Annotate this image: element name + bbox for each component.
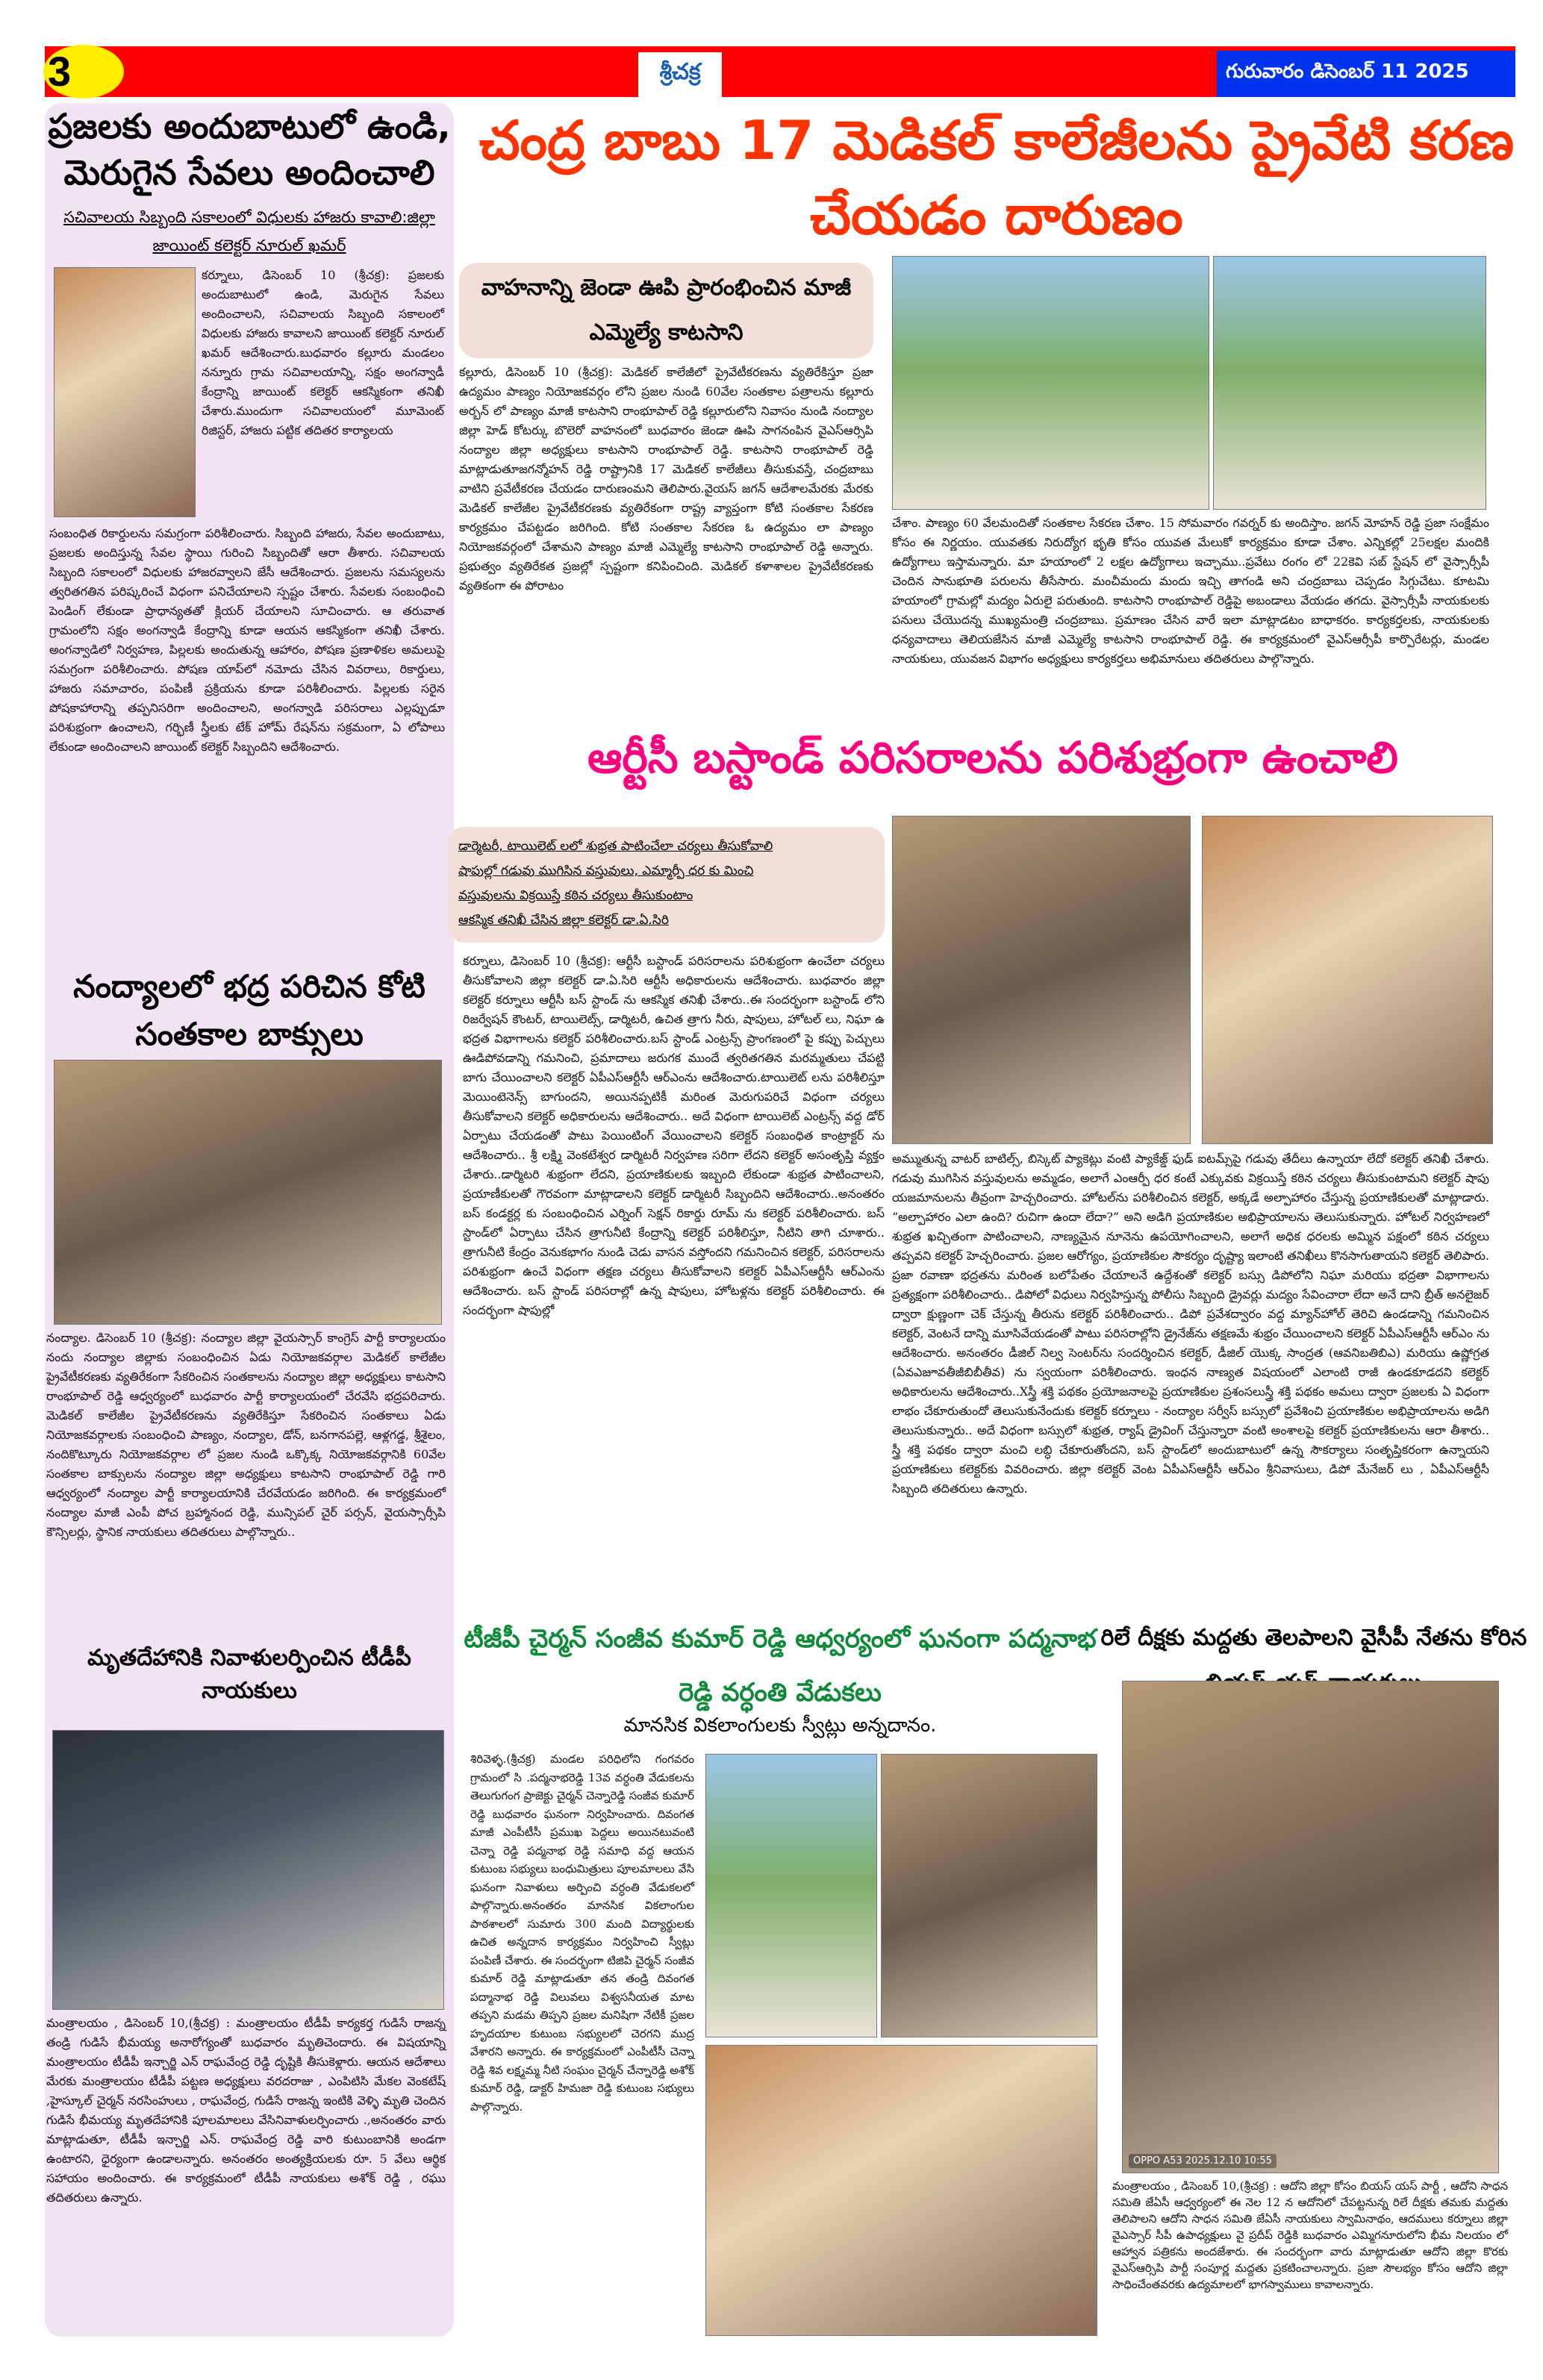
left-story1-headline: ప్రజలకు అందుబాటులో ఉండి, మెరుగైన సేవలు అందించాలి	[48, 106, 451, 193]
bsp-leaders-meeting-photo	[1122, 1681, 1499, 2173]
tgp-story-headline: టీజీపీ చైర్మన్ సంజీవ కుమార్ రెడ్డి ఆధ్వర్యంలో ఘనంగా పద్మనాభ రెడ్డి వర్ధంతి వేడుకలు	[464, 1624, 1097, 1708]
collector-inside-bus-photo	[1202, 816, 1493, 1144]
signature-boxes-office-photo	[54, 1060, 442, 1325]
collector-with-passengers-photo	[892, 816, 1191, 1144]
page-number-badge: 3	[43, 45, 124, 99]
bus-stand-headline: ఆర్టీసీ బస్టాండ్ పరిసరాలను పరిశుభ్రంగా ఉంచాలి	[587, 732, 1398, 783]
photo-timestamp: OPPO A53 2025.12.10 10:55	[1129, 2154, 1277, 2168]
main-story-body-col1: కల్లూరు, డిసెంబర్ 10 (శ్రీచక్ర): మెడికల్ కాలేజీలో ప్రైవేటీకరణను వ్యతిరేకిస్తూ ప్రజా ఉద్యమం పాణ్యం నియోజకవర్గం లోని ప్రజల నుండి 60వేల సంతకాల పత్రాలను కల్లూరు అర్బన్ లో పాణ్యం మాజీ కాటసాని రాంభూపాల్ రెడ్డి కల్లూరులోని నివాసం నుండి నంద్యాల జిల్లా హెడ్ కోటర్కు బొలెరో వాహనంలో బుధవారం జెండా ఊపి సాగనంపిన వైఎస్ఆర్సిపి నంద్యాల జిల్లా అధ్యక్షులు కాటసాని రాంభూపాల్ రెడ్డి. కాటసాని రాంభూపాల్ రెడ్డి మాట్లాడుతూజగన్మోహన్ రెడ్డి రాష్ట్రానికి 17 మెడికల్ కాలేజీలు తీసుకువస్తే, చంద్రబాబు వాటిని ప్రవేటీకరణ చేయడం దారుణంమని తెలిపారు.వైయస్ జగన్ ఆదేశాలమేరకు మేరకు మెడికల్ కాలేజీల ప్రైవేటీకరణకు వ్యతిరేకంగా రాష్ట్ర వ్యాప్తంగా కోటి సంతకాల సేకరణ కార్యక్రమం చేపట్టడం జరిగింది. కోటి సంతకాల సేకరణ ఓ ఉద్యమం లా పాణ్యం నియోజకవర్గంలో చేశామని పాణ్యం మాజీ ఎమ్మెల్యే కాటసాని రాంభూపాల్ రెడ్డి అన్నారు. ప్రభుత్వం వ్యతిరేకత ప్రజల్లో స్పష్టంగా కనిపించింది. మెడికల్ కళాశాలల ప్రైవేటీకరణకు వ్యతికంగా ఈ పోరాటం	[459, 365, 873, 593]
highlight-line: డార్మెటరీ, టాయిలెట్ లలో శుభ్రత పాటించేలా చర్యలు తీసుకోవాలి	[458, 839, 773, 854]
bus-story-body-col1: కర్నూలు, డిసెంబర్ 10 (శ్రీచక్ర): ఆర్టీసీ బస్టాండ్ పరిసరాలను పరిశుభ్రంగా ఉంచేలా చర్యలు తీసుకోవాలని జిల్లా కలెక్టర్ డా.ఏ.సిరి ఆర్టీసీ అధికారులను ఆదేశించారు. బుధవారం జిల్లా కలెక్టర్ కర్నూలు ఆర్టీసీ బస్ స్టాండ్ ను ఆకస్మిక తనిఖీ చేశారు..ఈ సందర్భంగా బస్టాండ్ లోని రిజర్వేషన్ కౌంటర్, టాయిలెట్స్, డార్మిటరీ, ఉచిత త్రాగు నీరు, షాపులు, హోటల్ లు, నిఘా ఉ భద్రత విభాగాలను కలెక్టర్ పరిశీలించారు.బస్ స్టాండ్ ఎంట్రన్స్ ప్రాంగణంలో పై కప్పు పెచ్చులు ఊడిపోవడాన్ని గమనించి, ప్రమాదాలు జరుగక ముందే త్వరితగతిన మరమ్మతులు చేపట్టి బాగు చేయించాలని కలెక్టర్ ఏపీఎస్ఆర్టీసీ ఆర్ఎంను ఆదేశించారు.టాయిలెట్ లను పరిశీలిస్తూ మెయింటెనెన్స్ బాగుందని, అయినప్పటికీ మరింత మెరుగుపరిచే విధంగా చర్యలు తీసుకోవాలని కలెక్టర్ అధికారులను ఆదేశించారు.. అదే విధంగా టాయిలెట్ ఎంట్రన్స్ వద్ద డోర్ ఏర్పాటు చేయడంతో పాటు పెయింటింగ్ వేయించాలని కలెక్టర్ సంబంధిత కాంట్రాక్టర్ ను ఆదేశించారు.. శ్రీ లక్ష్మి వెంకటేశ్వర డార్మిటరీ నిర్వహణ సరిగా లేదని కలెక్టర్ అసంతృప్తి వ్యక్తం చేశారు..డార్మిటరి శుభ్రంగా లేదని, ప్రయాణికులకు ఇబ్బంది లేకుండా శుభ్రత పాటించాలని, ప్రయాణీకులతో గౌరవంగా మాట్లాడాలని కలెక్టర్ డార్మిటరీ సిబ్బందిని ఆదేశించారు..అనంతరం బస్ కండక్టర్ల కు సంబంధించిన ఎర్నింగ్ సెక్షన్ రికార్డు రూమ్ ను కలెక్టర్ పరిశీలించారు. బస్ స్టాండ్‌లో ఏర్పాటు చేసిన త్రాగునీటి కేంద్రాన్ని కలెక్టర్ పరిశీలిస్తూ, నీటిని తాగి చూశారు.. త్రాగునీటి కేంద్రం వెనుకభాగం నుండి చెడు వాసన వస్తోందని గమనించిన కలెక్టర్, పరిసరాలను పరిశుభ్రంగా ఉంచే విధంగా తక్షణ చర్యలు తీసుకోవాలని కలెక్టర్ ఏపీఎస్ఆర్టీసీ ఆర్ఎంను ఆదేశించారు. బస్ స్టాండ్ పరిసరాల్లో ఉన్న షాపులు, హోటళ్లను కలెక్టర్ పరిశీలించారు. ఈ సందర్భంగా షాపుల్లో	[463, 954, 885, 1317]
highlight-line: వస్తువులను విక్రయిస్తే కఠిన చర్యలు తీసుకుంటాం	[458, 888, 693, 903]
adoni-story-headline: రిలే దీక్షకు మద్దతు తెలపాలని వైసీపీ నేతను కోరిన	[1100, 1625, 1527, 1651]
memorial-flowers-photo	[705, 1754, 877, 2037]
left-story2-headline: నంద్యాలలో భద్ర పరిచిన కోటి సంతకాల బాక్సులు	[73, 968, 426, 1052]
left-story1-body: సంబంధిత రికార్డులను సమగ్రంగా పరిశీలించారు. సిబ్బంది హాజరు, సేవల అందుబాటు, ప్రజలకు అందిస్తున్న సేవల స్థాయి గురించి సిబ్బందితో ఆరా తీశారు. సచివాలయ సిబ్బంది సకాలంలో విధులకు హాజరవ్వాలని జేసీ ఆదేశించారు. ప్రజలను సమస్యలను త్వరితగతిన పరిష్కరించే విధంగా పనిచేయాలని స్పష్టం చేశారు. సేవలకు సంబంధించి పెండింగ్ లేకుండా ప్రాధాన్యతతో క్లియర్ చేయాలని సూచించారు. ఆ తరువాత గ్రామంలోని సక్షం అంగన్వాడి కేంద్రాన్ని కూడా ఆయన ఆకస్మికంగా తనిఖీ చేశారు. అంగన్వాడిలో నిర్వహణ, పిల్లలకు అందుతున్న ఆహారం, పోషణ ప్రణాళికల అమలుపై సమగ్రంగా పరిశీలించారు. పోషణ యాప్‌లో నమోదు చేసిన వివరాలు, రికార్డులు, హాజరు సమాచారం, పంపిణీ ప్రక్రియను కూడా పరిశీలించారు. పిల్లలకు సరైన పోషకాహారాన్ని తప్పనిసరిగా అందించాలని, అంగన్వాడి పరిసరాలు ఎల్లప్పుడూ పరిశుభ్రంగా ఉంచాలని, గర్భిణీ స్త్రీలకు టేక్ హోమ్ రేషన్‌ను సక్రమంగా, ఏ లోపాలు లేకుండా అందించాలని జాయింట్ కలెక్టర్ సిబ్బందిని ఆదేశించారు.	[49, 526, 445, 754]
left-story3-headline: మృతదేహానికి నివాళులర్పించిన టీడీపీ నాయకులు	[87, 1645, 411, 1704]
main-story-subheadline: వాహనాన్ని జెండా ఊపి ప్రారంభించిన మాజీ ఎమ్మెల్యే కాటసాని	[459, 263, 873, 358]
adoni-story-body: మంత్రాలయం , డిసెంబర్ 10,(శ్రీచక్ర) : ఆదోని జిల్లా కోసం బియస్ యస్ పార్టీ , ఆదోని సాధన సమితి జేఏసీ ఆధ్వర్యంలో ఈ నెల 12 న ఆదోనిలో చేపట్టనున్న రిలే దీక్షకు తమకు మద్దతు తెలిపాలని ఆదోని సాధన సమితి జేఏసీ నాయకులు స్వామినాథం, ఆదములు కర్నూలు జిల్లా వైఎస్సార్ సీపీ ఉపాధ్యక్షులు వై ప్రదీప్ రెడ్డికి బుధవారం ఎమ్మిగనూరులోని భీమ నిలయం లో ఆహ్వాన పత్రికను అందజేశారు. ఈ సందర్భంగా వారు మాట్లాడుతూ ఆదోని జిల్లా కొరకు వైఎస్ఆర్సిపి పార్టీ సంపూర్ణ మద్దతు ప్రకటించాలన్నారు. ప్రజా సౌలభ్యం కోసం ఆదోని జిల్లా సాధించేంతవరకు ఉద్యమాలలో భాగస్వాములు కావాలన్నారు.	[1112, 2179, 1508, 2291]
leaders-at-memorial-photo	[881, 1754, 1097, 2037]
main-story-body-col2: చేశాం. పాణ్యం 60 వేలమందితో సంతకాల సేకరణ చేశాం. 15 సోమవారం గవర్నర్ కు అందిస్తాం. జగన్ మోహన్ రెడ్డి ప్రజా సంక్షేమం కోసం ఈ నిర్ణయం. యువతకు నిరుద్యోగ భృతి కోసం యువత మేలుకో కార్యక్రమం కూడా చేశాం. ఎన్నికల్లో 25లక్షల మందికి ఉద్యోగాలు ఇస్తామన్నారు. మా హయాంలో 2 లక్షల ఉద్యోగాలు ఇచ్చాము..ప్రవేటు రంగం లో 22కెవి సబ్ స్టేషన్ లో వైస్సార్సీపీ చెందిన సానుభూతి పరులను తీసేసారు. మంచీమందు మందు ఇచ్చి తాగండి అని చంద్రబాబు చెప్పడం సిగ్గుచేటు. కూటమి హయాంలో గ్రామల్లో మద్యం ఏరులై పరుతుంది. కాటసాని రాంభూపాల్ రెడ్డిపై అబండాలు వేయడం తగదు. వైస్సార్సీపీ నాయకులకు పనులు చేయొదన్న ముఖ్యమంత్రి చంద్రబాబు. ప్రమాణం చేసిన వారే ఇలా మాట్లాడటం బాధాకరం. కార్యకర్తలకు, నాయకులకు ధన్యవాదాలు తెలియజేసిన మాజీ ఎమ్మెల్యే కాటసాని రాంభూపాల్ రెడ్డి. ఈ కార్యక్రమంలో వైఎస్ఆర్సీపీ కార్పొరేటర్లు, మండల నాయకులు, యువజన విభాగం అధ్యక్షులు కార్యకర్తలు అభిమానులు తదితరులు పాల్గొన్నారు.	[892, 516, 1489, 666]
tdp-leaders-tribute-photo	[52, 1730, 444, 2010]
left-story3-body: మంత్రాలయం , డిసెంబర్ 10,(శ్రీచక్ర) : మంత్రాలయం టీడీపీ కార్యకర్త గుడిసే రాజన్న తండ్రి గుడిసే భీమయ్య అనారోగ్యంతో బుధవారం మృతిచెందారు. ఈ విషయాన్ని మంత్రాలయం టీడీపీ ఇన్చార్జి ఎన్ రాఘవేంద్ర రెడ్డి దృష్టికి తీసుకెళ్లారు. ఆయన ఆదేశాలు మేరకు మంత్రాలయం టీడీపీ పట్టణ అధ్యక్షులు వరదరాజు , ఎంపిటిసి మేకల వెంకటేష్ ,హైస్కూల్ చైర్మన్ నరసింహులు , రాఘవేంద్ర, గుడిసే రాజన్న ఇంటికి వెళ్ళి మృతి చెందిన గుడిసే భీమయ్య మృతదేహానికి పూలమాలలు వేసినివాళులర్పించారు .,అనంతరం వారు మాట్లాడుతూ, టీడీపీ ఇన్చార్జి ఎన్. రాఘవేంద్ర రెడ్డి వారి కుటుంబానికి అండగా ఉంటారని, ధైర్యంగా ఉండాలన్నారు. అనంతరం అంత్యక్రియలకు రూ. 5 వేలు ఆర్థిక సహాయం అందించారు. ఈ కార్యక్రమంలో టీడీపీ నాయకులు అశోక్ రెడ్డి , రఘు తదితరులు ఉన్నారు.	[46, 2016, 446, 2205]
highlight-line: ఆకస్మిక తనిఖీ చేసిన జిల్లా కలెక్టర్ డా.ఏ.సిరి	[458, 913, 669, 928]
annadanam-food-serving-photo	[705, 2045, 1097, 2336]
left-story2-body: నంద్యాల. డిసెంబర్ 10 (శ్రీచక్ర): నంద్యాల జిల్లా వైయస్సార్ కాంగ్రెస్ పార్టీ కార్యాలయం నందు నంద్యాల జిల్లాకు సంబంధించిన ఏడు నియోజకవర్గాల మెడికల్ కాలేజీల ప్రైవేటీకరణకు వ్యతిరేకంగా సేకరించిన సంతకాలను నంద్యాల జిల్లా అధ్యక్షులు కాటసాని రాంభూపాల్ రెడ్డి ఆధ్వర్యంలో బుధవారం పార్టీ కార్యాలయంలో చేరవేసి భద్రపరిచారు. మెడికల్ కాలేజీల ప్రైవేటీకరణను వ్యతిరేకిస్తూ సేకరించిన సంతకాలు ఏడు నియోజకవర్గాలకు సంబంధించి పాణ్యం, నంద్యాల, డోన్, బనగానపల్లె, ఆళ్లగడ్డ, శ్రీశైలం, నందికొట్కూరు నియోజకవర్గాల లో ప్రజల నుండి ఒక్కొక్క నియోజకవర్గానికి 60వేల సంతకాల బాక్సులను నంద్యాల జిల్లా అధ్యక్షులు కాటసాని రాంభూపాల్ రెడ్డి గారి ఆధ్వర్యంలో నంద్యాల పార్టీ కార్యాలయానికి చేరవేయడం జరిగింది. ఈ కార్యక్రమంలో నంద్యాల మాజీ ఎంపీ పోచ బ్రహ్మానంద రెడ్డి, మున్సిపల్ చైర్ పర్సన్, వైయస్సార్సీపి కౌన్సిలర్లు, స్థానిక నాయకులు తదితరులు పాల్గొన్నారు..	[46, 1331, 446, 1539]
bus-story-body-col2: అమ్ముతున్న వాటర్ బాటిల్స్, బిస్కెట్ ప్యాకెట్లు వంటి ప్యాకేజ్డ్ ఫుడ్ ఐటమ్స్‌పై గడువు తేదీలు ఉన్నాయా లేదో కలెక్టర్ తనిఖీ చేశారు. గడువు ముగిసిన వస్తువులను అమ్మడం, అలాగే ఎంఆర్పీ ధర కంటే ఎక్కువకు విక్రయిస్తే కఠిన చర్యలు తీసుకుంటామని కలెక్టర్ షాపు యజమానులను తీవ్రంగా హెచ్చరించారు. హోటల్‌ను పరిశీలించిన కలెక్టర్, అక్కడే అల్పాహారం చేస్తున్న ప్రయాణికులతో మాట్లాడారు. “అల్పాహారం ఎలా ఉంది? రుచిగా ఉందా లేదా?” అని అడిగి ప్రయాణికుల అభిప్రాయాలను తెలుసుకున్నారు. హోటల్ నిర్వహణలో శుభ్రత ఖచ్చితంగా పాటించాలని, నాణ్యమైన నూనెను ఉపయోగించాలని, అలాగే అధిక ధరలకు అమ్మిన పక్షంలో కఠిన చర్యలు తప్పవని కలెక్టర్ హెచ్చరించారు. ప్రజల ఆరోగ్యం, ప్రయాణికుల సౌకర్యం దృష్ట్యా ఇలాంటి తనిఖీలు కొనసాగుతాయని కలెక్టర్ తెలిపారు. ప్రజా రవాణా భద్రతను మరింత బలోపేతం చేయాలనే ఉద్దేశంతో కలెక్టర్ బస్సు డిపోలోని నిఘా మరియు భద్రతా విభాగాలను ప్రత్యక్షంగా పరిశీలించారు.. డిపోలో విధులు నిర్వహిస్తున్న పోలీసు సిబ్బంది డ్రైవర్లు మద్యం సేవించారా లేదా అనే దాని బ్రీత్ అనలైజర్ ద్వారా క్షుణ్ణంగా చెక్ చేస్తున్న తీరును కలెక్టర్ పరిశీలించారు.. డిపో ప్రవేశద్వారం వద్ద మ్యాన్‌హోల్ తెరిచి ఉండడాన్ని గమనించిన కలెక్టర్, వెంటనే దాన్ని మూసివేయడంతో పాటు పరిసరాల్లోని డ్రైనేజ్‌ను తక్షణమే శుభ్రం చేయించాలని కలెక్టర్ ఏపీఎస్ఆర్టీసీ ఆర్ఎం ను ఆదేశించారు. అనంతరం డీజిల్ నిల్వ సెంటర్‌ను సందర్శించిన కలెక్టర్, డీజిల్ యొక్క సాంద్రత (ఆవనిబతిబిఎ) మరియు ఉష్ణోగ్రత (ఏవఎజూవతీజీబిబీతీవ) ను స్వయంగా పరిశీలించారు. ఇంధన నాణ్యత విషయంలో ఎలాంటి రాజీ ఉండకూడదని కలెక్టర్ అధికారులను ఆదేశించారు..Xస్త్రీ శక్తి పథకం ప్రయోజనాలపై ప్రయాణికుల ప్రశంసలుస్త్రీ శక్తి పథకం అమలు ద్వారా ప్రజలకు ఏ విధంగా లాభం చేకూరుతుందో తెలుసుకునేందుకు కలెక్టర్ కర్నూలు - నంద్యాల సర్వీస్ బస్సులో ప్రవేశించి ప్రయాణికుల అభిప్రాయాలను అడిగి తెలుసుకున్నారు.. అదే విధంగా బస్సులో శుభ్రత, ర్యాష్ డ్రైవింగ్ చేస్తున్నారా వంటి అంశాలపై కలెక్టర్ ప్రయాణికులను ఆరా తీశారు.. స్త్రీ శక్తి పథకం ద్వారా మంచి లబ్ధి చేకూరుతోందని, బస్ స్టాండ్‌లో అందుబాటులో ఉన్న సౌకర్యాలు సంతృప్తికరంగా ఉన్నాయని ప్రయాణికులు కలెక్టర్‌కు వివరించారు. జిల్లా కలెక్టర్ వెంట ఏపీఎస్ఆర్టీసీ ఆర్ఎం శ్రీనివాసులు, డిపో మేనేజర్ లు , ఏపీఎస్ఆర్టీసీ సిబ్బంది తదితరులు ఉన్నారు.	[892, 1152, 1489, 1496]
vehicle-flag-off-photo	[1213, 256, 1486, 510]
highlight-line: షాపుల్లో గడువు ముగిసిన వస్తువులు, ఎమ్మార్పీ ధర కు మించి	[458, 863, 754, 878]
left-story1-subheadline: సచివాలయ సిబ్బంది సకాలంలో విధులకు హాజరు కావాలి:జిల్లా జాయింట్ కలెక్టర్ నూరుల్ ఖమర్	[63, 208, 435, 254]
main-headline: చంద్ర బాబు 17 మెడికల్ కాలేజీలను ప్రైవేటి కరణ చేయడం దారుణం	[479, 109, 1515, 246]
tgp-story-body: శిరివెళ్ళ.(శ్రీచక్ర) మండల పరిధిలోని గంగవరం గ్రామంలో సి .పద్మనాభరెడ్డి 13వ వర్ధంతి వేడుకలను తెలుగుగంగ ప్రాజెక్టు చైర్మన్ చెన్నారెడ్డి సంజీవ కుమార్ రెడ్డి బుధవారం ఘనంగా నిర్వహించారు. దివంగత మాజీ ఎంపీటీసీ ప్రముఖ పెద్దలు అయినటువంటి చెన్నా రెడ్డి పద్మనాభ రెడ్డి సమాధి వద్ద ఆయన కుటుంబ సభ్యులు బంధుమిత్రులు పూలమాలలు వేసి ఘనంగా నివాళులు అర్పించి వర్ధంతి వేడుకలలో పాల్గొన్నారు.అనంతరం మానసిక వికలాంగుల పాఠశాలలో సుమారు 300 మంది విద్యార్థులకు ఉచిత అన్నదాన కార్యక్రమం నిర్వహించి స్వీట్లు పంపిణీ చేశారు. ఈ సందర్భంగా టిజిపి చైర్మన్ సంజీవ కుమార్ రెడ్డి మాట్లాడుతూ తన తండ్రి దివంగత పద్మానాభ రెడ్డి విలువలు విశ్వసనీయత మాట తప్పని మడమ తిప్పని ప్రజల మనిషిగా నేటికీ ప్రజల హృదయాల కుటుంబ సభ్యులలో చెరగని ముద్ర వేశారని అన్నారు. ఈ కార్యక్రమంలో ఎంపీటీసీ చెన్నా రెడ్డి శివ లక్ష్మమ్మ నీటి సంఘం చైర్మన్ చేన్నారెడ్డి అశోక్ కుమార్ రెడ్డి, డాక్టర్ హిమజా రెడ్డి కుటుంబ సభ్యులు పాల్గొన్నారు.	[470, 1752, 694, 2114]
left-story1-body-beside-photo: కర్నూలు, డిసెంబర్ 10 (శ్రీచక్ర): ప్రజలకు అందుబాటులో ఉండి, మెరుగైన సేవలు అందించాలని, సచివాలయ సిబ్బంది సకాలంలో విధులకు హాజరు కావాలని జాయింట్ కలెక్టర్ నూరుల్ ఖమర్ ఆదేశించారు.బుధవారం కల్లూరు మండలం నన్నూరు గ్రామ సచివాలయాన్ని, సక్షం అంగన్వాడీ కేంద్రాన్ని జాయింట్ కలెక్టర్ ఆకస్మికంగా తనిఖీ చేశారు.ముందుగా సచివాలయంలో మూమెంట్ రిజిస్టర్, హాజరు పట్టిక తదితర కార్యాలయ	[202, 268, 444, 437]
issue-date: గురువారం డిసెంబర్ 11 2025	[1217, 51, 1515, 97]
bus-story-highlights	[448, 827, 885, 943]
tgp-story-subheadline: మానసిక వికలాంగులకు స్వీట్లు అన్నదానం.	[623, 1714, 937, 1737]
newspaper-logo: శ్రీచక్ర	[638, 52, 722, 97]
anganwadi-inspection-photo	[54, 267, 196, 517]
signature-boxes-group-photo	[892, 256, 1209, 510]
